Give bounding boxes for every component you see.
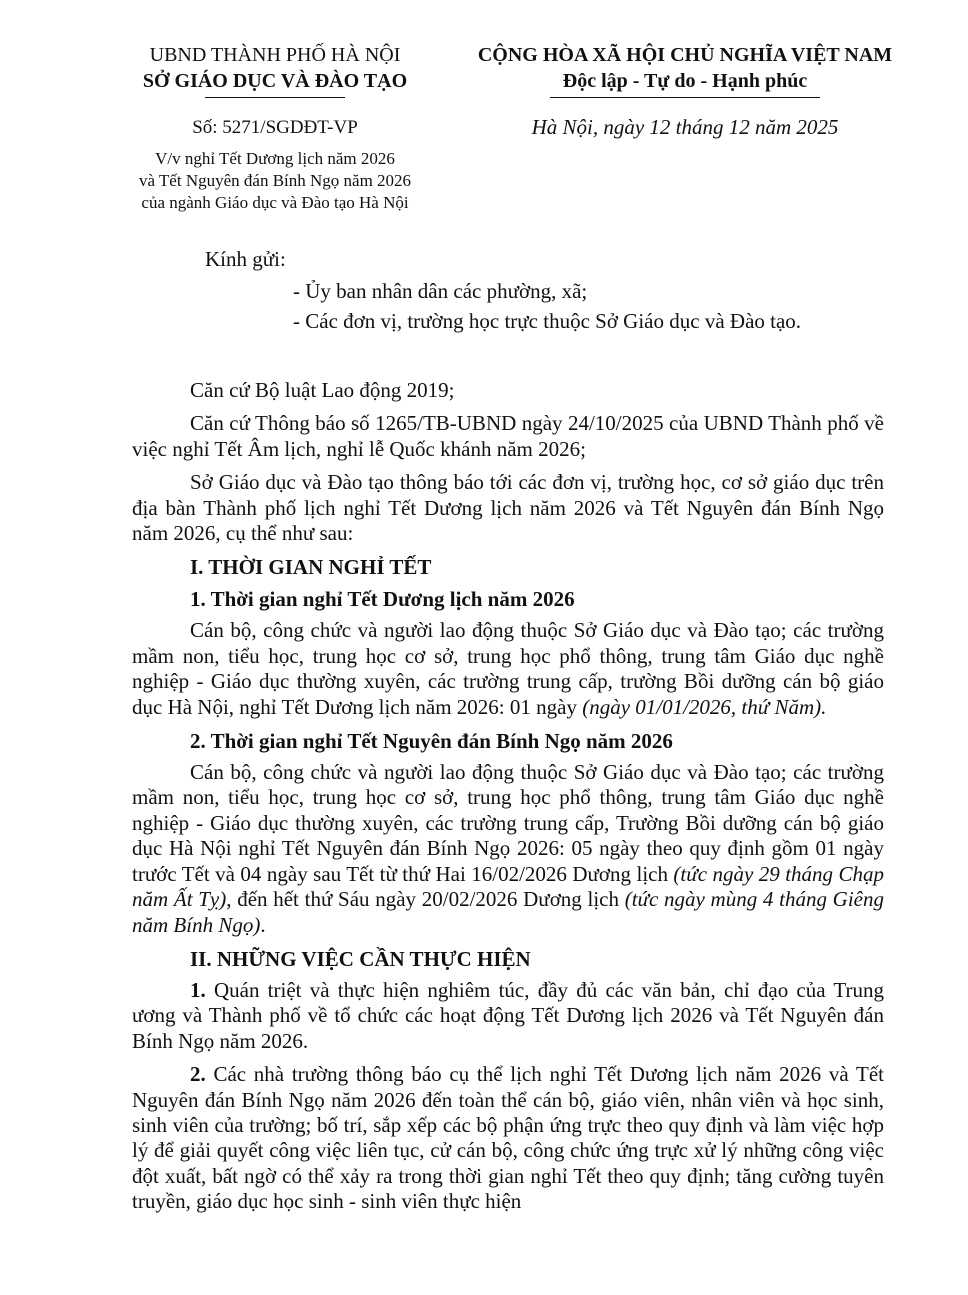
text-run: Quán triệt và thực hiện nghiêm túc, đầy đủ các văn bản, chỉ đạo của Trung ương và Thành phố về tổ chức các hoạt động Tết Dương lịch 2026 và Tết Nguyên đán Bính Ngọ năm 2026.	[132, 977, 884, 1053]
item-number: 1.	[190, 977, 206, 1002]
text-run: , đến hết thứ Sáu ngày 20/02/2026 Dương lịch	[226, 887, 625, 912]
text-run: Cán bộ, công chức và người lao động thuộc Sở Giáo dục và Đào tạo; các trường mầm non, tiểu học, trung học cơ sở, trung học phổ thông, trung tâm Giáo dục nghề nghiệp - Giáo dục thường xuyên, các trường trung cấp, Trường Bồi dưỡng cán bộ giáo dục Hà Nội nghỉ Tết Nguyên đán Bính Ngọ 2026: 05 ngày theo quy định gồm 01 ngày trước Tết và 04 ngày sau Tết từ thứ Hai 16/02/2026 Dương lịch	[132, 760, 884, 886]
intro-paragraph: Sở Giáo dục và Đào tạo thông báo tới các đơn vị, trường học, cơ sở giáo dục trên địa bàn Thành phố lịch nghỉ Tết Dương lịch năm 2026 và Tết Nguyên đán Bính Ngọ năm 2026, cụ thể như sau:	[132, 470, 884, 546]
text-run: Các nhà trường thông báo cụ thể lịch nghỉ Tết Dương lịch năm 2026 và Tết Nguyên đán Bính Ngọ năm 2026 đến toàn thể cán bộ, giáo viên, nhân viên và học sinh, sinh viên của trường; bố trí, sắp xếp các bộ phận ứng trực theo quy định và làm việc hợp lý để giải quyết công việc liên tục, cử cán bộ, công chức ứng trực xử lý những công việc đột xuất, bất ngờ có thể xảy ra trong thời gian nghỉ Tết theo quy định; tăng cường tuyên truyền, giáo dục học sinh - sinh viên thực hiện	[132, 1062, 884, 1214]
motto-underline	[550, 97, 820, 98]
document-subject	[100, 148, 450, 214]
italic-run: (ngày 01/01/2026, thứ Năm).	[582, 694, 827, 719]
recipient-item: - Các đơn vị, trường học trực thuộc Sở Giáo dục và Đào tạo.	[293, 309, 802, 333]
issuing-authority	[100, 42, 450, 98]
text-run: Cán bộ, công chức và người lao động thuộc Sở Giáo dục và Đào tạo; các trường mầm non, tiểu học, trung học cơ sở, trung học phổ thông, trung tâm Giáo dục nghề nghiệp - Giáo dục thường xuyên, các trường trung cấp, trường Bồi dưỡng cán bộ giáo dục Hà Nội, nghỉ Tết Dương lịch năm 2026: 01 ngày	[132, 618, 884, 719]
national-title	[440, 42, 930, 98]
subsection-heading-2: 2. Thời gian nghỉ Tết Nguyên đán Bính Ngọ năm 2026	[190, 729, 673, 754]
recipients-label: Kính gửi:	[205, 247, 286, 271]
nation-name: CỘNG HÒA XÃ HỘI CHỦ NGHĨA VIỆT NAM	[477, 44, 893, 66]
legal-basis-2: Căn cứ Thông báo số 1265/TB-UBND ngày 24/10/2025 của UBND Thành phố về việc nghỉ Tết Âm lịch, nghỉ lễ Quốc khánh năm 2026;	[132, 411, 884, 461]
recipient-item: - Ủy ban nhân dân các phường, xã;	[293, 279, 588, 303]
subject-line: của ngành Giáo dục và Đào tạo Hà Nội	[141, 193, 409, 212]
org-underline	[205, 97, 345, 98]
subsection-heading-1: 1. Thời gian nghỉ Tết Dương lịch năm 2026	[190, 587, 575, 612]
parent-organization: UBND THÀNH PHỐ HÀ NỘI	[149, 44, 401, 66]
subsection-2-paragraph	[132, 760, 884, 938]
item-number: 2.	[190, 1062, 206, 1087]
motto: Độc lập - Tự do - Hạnh phúc	[562, 70, 808, 92]
text-run: .	[260, 912, 266, 937]
subject-line: và Tết Nguyên đán Bính Ngọ năm 2026	[138, 171, 412, 190]
italic-run: (tức ngày mùng 4 tháng Giêng năm Bính Ngọ)	[132, 887, 885, 937]
italic-run: (tức ngày 29 tháng Chạp năm Ất Tỵ)	[132, 861, 884, 912]
section-heading-1: I. THỜI GIAN NGHỈ TẾT	[190, 555, 432, 580]
task-item-2	[132, 1062, 884, 1214]
document-number: Số: 5271/SGDĐT-VP	[192, 117, 358, 138]
legal-basis-1: Căn cứ Bộ luật Lao động 2019;	[190, 378, 455, 402]
subsection-1-paragraph	[132, 618, 884, 720]
document-body	[132, 378, 884, 1223]
section-heading-2: II. NHỮNG VIỆC CẦN THỰC HIỆN	[190, 946, 531, 971]
task-item-1	[132, 978, 884, 1054]
subject-line: V/v nghỉ Tết Dương lịch năm 2026	[155, 149, 395, 168]
organization-name: SỞ GIÁO DỤC VÀ ĐÀO TẠO	[142, 70, 408, 92]
document-date: Hà Nội, ngày 12 tháng 12 năm 2025	[531, 115, 839, 139]
